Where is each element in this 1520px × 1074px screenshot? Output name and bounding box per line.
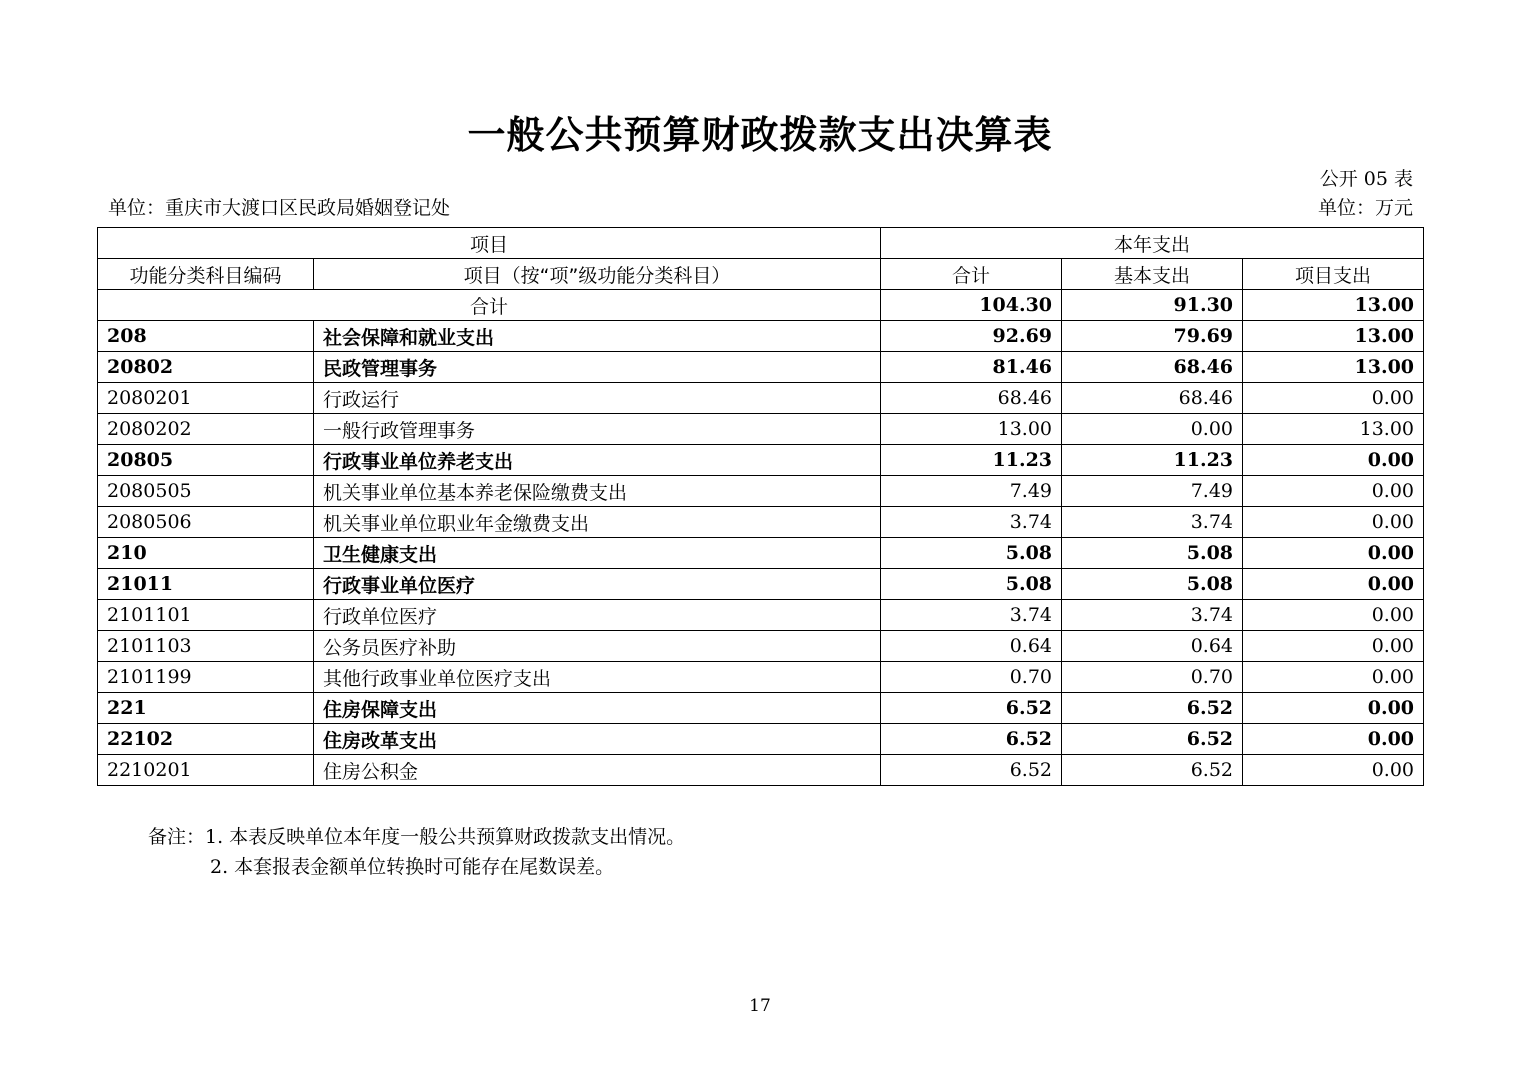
total-basic: 91.30 — [1062, 290, 1243, 321]
row-project: 0.00 — [1243, 662, 1424, 693]
table-row — [98, 445, 1424, 476]
row-code: 22102 — [98, 724, 314, 755]
row-basic: 6.52 — [1062, 755, 1243, 786]
row-basic: 3.74 — [1062, 507, 1243, 538]
row-name: 卫生健康支出 — [314, 538, 881, 569]
row-basic: 6.52 — [1062, 724, 1243, 755]
row-total: 81.46 — [881, 352, 1062, 383]
row-basic: 79.69 — [1062, 321, 1243, 352]
page-number: 17 — [749, 996, 771, 1016]
table-header-row-1 — [98, 228, 1424, 259]
row-total: 92.69 — [881, 321, 1062, 352]
row-name: 其他行政事业单位医疗支出 — [314, 662, 881, 693]
table-row — [98, 476, 1424, 507]
row-name: 行政运行 — [314, 383, 881, 414]
column-header-code: 功能分类科目编码 — [98, 259, 314, 290]
row-code: 20802 — [98, 352, 314, 383]
row-name: 行政单位医疗 — [314, 600, 881, 631]
total-project: 13.00 — [1243, 290, 1424, 321]
row-code: 2080202 — [98, 414, 314, 445]
table-row — [98, 755, 1424, 786]
row-name: 社会保障和就业支出 — [314, 321, 881, 352]
row-basic: 68.46 — [1062, 352, 1243, 383]
row-project: 0.00 — [1243, 724, 1424, 755]
row-name: 机关事业单位基本养老保险缴费支出 — [314, 476, 881, 507]
row-total: 6.52 — [881, 724, 1062, 755]
row-code: 2101103 — [98, 631, 314, 662]
table-row — [98, 662, 1424, 693]
row-name: 住房公积金 — [314, 755, 881, 786]
row-basic: 7.49 — [1062, 476, 1243, 507]
table-row — [98, 631, 1424, 662]
row-name: 一般行政管理事务 — [314, 414, 881, 445]
total-label: 合计 — [98, 290, 881, 321]
row-name: 住房改革支出 — [314, 724, 881, 755]
row-total: 5.08 — [881, 569, 1062, 600]
table-row — [98, 352, 1424, 383]
row-project: 0.00 — [1243, 507, 1424, 538]
row-name: 行政事业单位医疗 — [314, 569, 881, 600]
row-code: 21011 — [98, 569, 314, 600]
row-basic: 0.70 — [1062, 662, 1243, 693]
table-row — [98, 600, 1424, 631]
row-code: 210 — [98, 538, 314, 569]
row-basic: 5.08 — [1062, 569, 1243, 600]
row-basic: 11.23 — [1062, 445, 1243, 476]
table-row — [98, 321, 1424, 352]
row-project: 13.00 — [1243, 352, 1424, 383]
row-project: 0.00 — [1243, 445, 1424, 476]
row-name: 公务员医疗补助 — [314, 631, 881, 662]
table-row — [98, 569, 1424, 600]
row-project: 0.00 — [1243, 600, 1424, 631]
row-total: 6.52 — [881, 693, 1062, 724]
row-project: 0.00 — [1243, 383, 1424, 414]
row-code: 221 — [98, 693, 314, 724]
header-current-year: 本年支出 — [881, 228, 1424, 259]
row-basic: 0.00 — [1062, 414, 1243, 445]
form-number: 公开 05 表 — [1319, 168, 1413, 190]
table-row — [98, 724, 1424, 755]
row-code: 20805 — [98, 445, 314, 476]
row-total: 68.46 — [881, 383, 1062, 414]
row-name: 民政管理事务 — [314, 352, 881, 383]
notes — [148, 822, 685, 882]
row-name: 机关事业单位职业年金缴费支出 — [314, 507, 881, 538]
table-row — [98, 538, 1424, 569]
row-code: 2101101 — [98, 600, 314, 631]
table-row — [98, 414, 1424, 445]
expenditure-table — [97, 227, 1424, 786]
row-total: 0.64 — [881, 631, 1062, 662]
row-basic: 5.08 — [1062, 538, 1243, 569]
total-row — [98, 290, 1424, 321]
row-basic: 68.46 — [1062, 383, 1243, 414]
row-project: 0.00 — [1243, 538, 1424, 569]
row-project: 13.00 — [1243, 414, 1424, 445]
row-project: 13.00 — [1243, 321, 1424, 352]
row-code: 2080505 — [98, 476, 314, 507]
page-title: 一般公共预算财政拨款支出决算表 — [467, 113, 1053, 157]
row-basic: 0.64 — [1062, 631, 1243, 662]
row-project: 0.00 — [1243, 755, 1424, 786]
row-project: 0.00 — [1243, 569, 1424, 600]
reporting-unit: 单位：重庆市大渡口区民政局婚姻登记处 — [108, 197, 451, 219]
row-total: 7.49 — [881, 476, 1062, 507]
row-code: 208 — [98, 321, 314, 352]
row-basic: 3.74 — [1062, 600, 1243, 631]
column-header-total: 合计 — [881, 259, 1062, 290]
row-total: 3.74 — [881, 507, 1062, 538]
note-line-2: 2. 本套报表金额单位转换时可能存在尾数误差。 — [210, 856, 615, 878]
table-row — [98, 383, 1424, 414]
row-project: 0.00 — [1243, 476, 1424, 507]
row-total: 11.23 — [881, 445, 1062, 476]
column-header-basic: 基本支出 — [1062, 259, 1243, 290]
row-code: 2210201 — [98, 755, 314, 786]
row-code: 2080506 — [98, 507, 314, 538]
row-total: 6.52 — [881, 755, 1062, 786]
table-header-row-2 — [98, 259, 1424, 290]
row-code: 2101199 — [98, 662, 314, 693]
row-total: 3.74 — [881, 600, 1062, 631]
total-sum: 104.30 — [881, 290, 1062, 321]
note-line-1: 备注：1. 本表反映单位本年度一般公共预算财政拨款支出情况。 — [148, 826, 686, 848]
column-header-name: 项目（按“项”级功能分类科目） — [314, 259, 881, 290]
row-project: 0.00 — [1243, 693, 1424, 724]
row-total: 5.08 — [881, 538, 1062, 569]
row-total: 13.00 — [881, 414, 1062, 445]
row-name: 住房保障支出 — [314, 693, 881, 724]
currency-unit: 单位：万元 — [1317, 197, 1413, 219]
table-row — [98, 693, 1424, 724]
row-basic: 6.52 — [1062, 693, 1243, 724]
row-total: 0.70 — [881, 662, 1062, 693]
row-code: 2080201 — [98, 383, 314, 414]
column-header-project: 项目支出 — [1243, 259, 1424, 290]
header-item: 项目 — [98, 228, 881, 259]
table-row — [98, 507, 1424, 538]
row-name: 行政事业单位养老支出 — [314, 445, 881, 476]
row-project: 0.00 — [1243, 631, 1424, 662]
